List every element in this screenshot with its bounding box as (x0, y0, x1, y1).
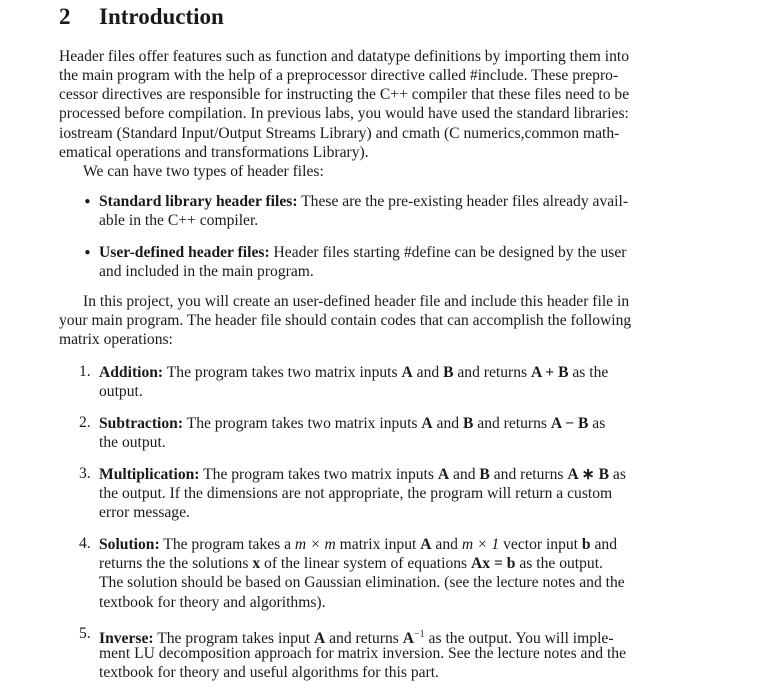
op-text-cont: textbook for theory and algorithms). (99, 594, 326, 611)
intro-line: Header files offer features such as function and datatype definitions by importing them into (59, 48, 630, 65)
bullet-text: Header files starting #define can be designed by the user (269, 244, 627, 261)
math-expression: Ax = b (471, 555, 516, 572)
op-text: The program takes two matrix inputs (183, 415, 422, 432)
intro-line: ematical operations and transformations Library). (59, 144, 369, 161)
matrix-symbol: A (421, 415, 433, 432)
op-text: matrix input (335, 536, 421, 553)
intro-line: iostream (Standard Input/Output Streams Library) and cmath (C numerics,common math- (59, 125, 620, 142)
project-line: matrix operations: (59, 331, 173, 348)
op-text: The program takes two matrix inputs (199, 466, 438, 483)
op-text: and (412, 364, 444, 381)
matrix-symbol: A (313, 630, 326, 648)
project-line: your main program. The header file should contain codes that can accomplish the following (59, 312, 632, 329)
matrix-symbol: B (443, 364, 454, 381)
op-text-cont: the output. (99, 434, 166, 451)
op-text: The program takes input (153, 630, 314, 648)
op-term: Subtraction: (99, 415, 184, 432)
enum-number: 2. (79, 414, 91, 431)
op-term: Solution: (99, 536, 160, 553)
intro-line: cessor directives are responsible for instructing the C++ compiler that these files need to be (59, 86, 630, 103)
op-text-cont: textbook for theory and useful algorithms for this part. (99, 664, 439, 681)
op-text: and (432, 415, 463, 432)
matrix-symbol: B (479, 466, 490, 483)
enum-number: 1. (79, 363, 91, 380)
op-text: and returns (473, 415, 551, 432)
bullet-item (99, 243, 626, 262)
math-expression: m × m (294, 536, 336, 553)
math-expression: A ∗ B (567, 466, 610, 483)
op-multiplication (99, 465, 626, 484)
section-number: 2 (59, 4, 71, 29)
op-text: The program takes a (159, 536, 295, 553)
bullet-icon: • (83, 193, 92, 211)
op-term: Multiplication: (99, 466, 200, 483)
enum-number: 4. (79, 535, 91, 552)
bullet-text-cont: able in the C++ compiler. (99, 212, 259, 229)
bullet-text-cont: and included in the main program. (99, 263, 314, 280)
types-line: We can have two types of header files: (83, 163, 324, 180)
op-text: and returns (453, 364, 531, 381)
enum-number: 5. (79, 625, 91, 642)
op-text: as (588, 415, 606, 432)
section-title: Introduction (99, 4, 224, 29)
op-text-cont (99, 554, 603, 573)
op-text: as the output. (515, 555, 603, 572)
bullet-icon: • (83, 244, 92, 262)
math-expression: m × 1 (461, 536, 500, 553)
op-addition (99, 363, 608, 382)
op-text-cont: The solution should be based on Gaussian elimination. (see the lecture notes and the (99, 574, 625, 591)
bullet-term: User-defined header files: (99, 244, 270, 261)
section-heading (59, 4, 224, 30)
math-expression: A − B (550, 415, 589, 432)
matrix-symbol: A (401, 364, 413, 381)
op-term: Inverse: (99, 630, 154, 648)
op-text: and returns (489, 466, 568, 483)
op-text: as the (568, 364, 609, 381)
project-line: In this project, you will create an user-defined header file and include this header file in (83, 293, 630, 310)
enum-number: 3. (79, 465, 91, 482)
op-text: and (449, 466, 480, 483)
op-text: as (609, 466, 626, 483)
op-text-cont: error message. (99, 504, 190, 521)
op-text-cont: the output. If the dimensions are not appropriate, the program will return a custom (99, 485, 613, 502)
bullet-term: Standard library header files: (99, 193, 298, 210)
matrix-symbol: A (402, 630, 415, 648)
op-term: Addition: (99, 364, 164, 381)
vector-symbol: x (252, 555, 261, 572)
op-text: vector input (499, 536, 582, 553)
op-text: and returns (325, 630, 403, 648)
op-text: and (590, 536, 618, 553)
matrix-symbol: A (420, 536, 432, 553)
math-expression: A + B (530, 364, 569, 381)
op-solution (99, 535, 617, 554)
op-subtraction (99, 414, 605, 433)
bullet-text: These are the pre-existing header files already avail- (297, 193, 629, 210)
op-text: as the output. You will imple- (424, 630, 614, 648)
op-text: The program takes two matrix inputs (163, 364, 402, 381)
op-text-cont: ment LU decomposition approach for matrix inversion. See the lecture notes and the (99, 645, 626, 662)
op-text: returns the the solutions (99, 555, 253, 572)
vector-symbol: b (581, 536, 591, 553)
superscript: −1 (414, 629, 425, 640)
intro-line: the main program with the help of a preprocessor directive called #include. These prepro- (59, 67, 619, 84)
intro-line: processed before compilation. In previous labs, you would have used the standard libraries: (59, 105, 629, 122)
matrix-symbol: B (462, 415, 474, 432)
bullet-item (99, 192, 628, 211)
op-text: of the linear system of equations (260, 555, 472, 572)
op-text-cont: output. (99, 383, 143, 400)
op-text: and (431, 536, 462, 553)
matrix-symbol: A (437, 466, 450, 483)
